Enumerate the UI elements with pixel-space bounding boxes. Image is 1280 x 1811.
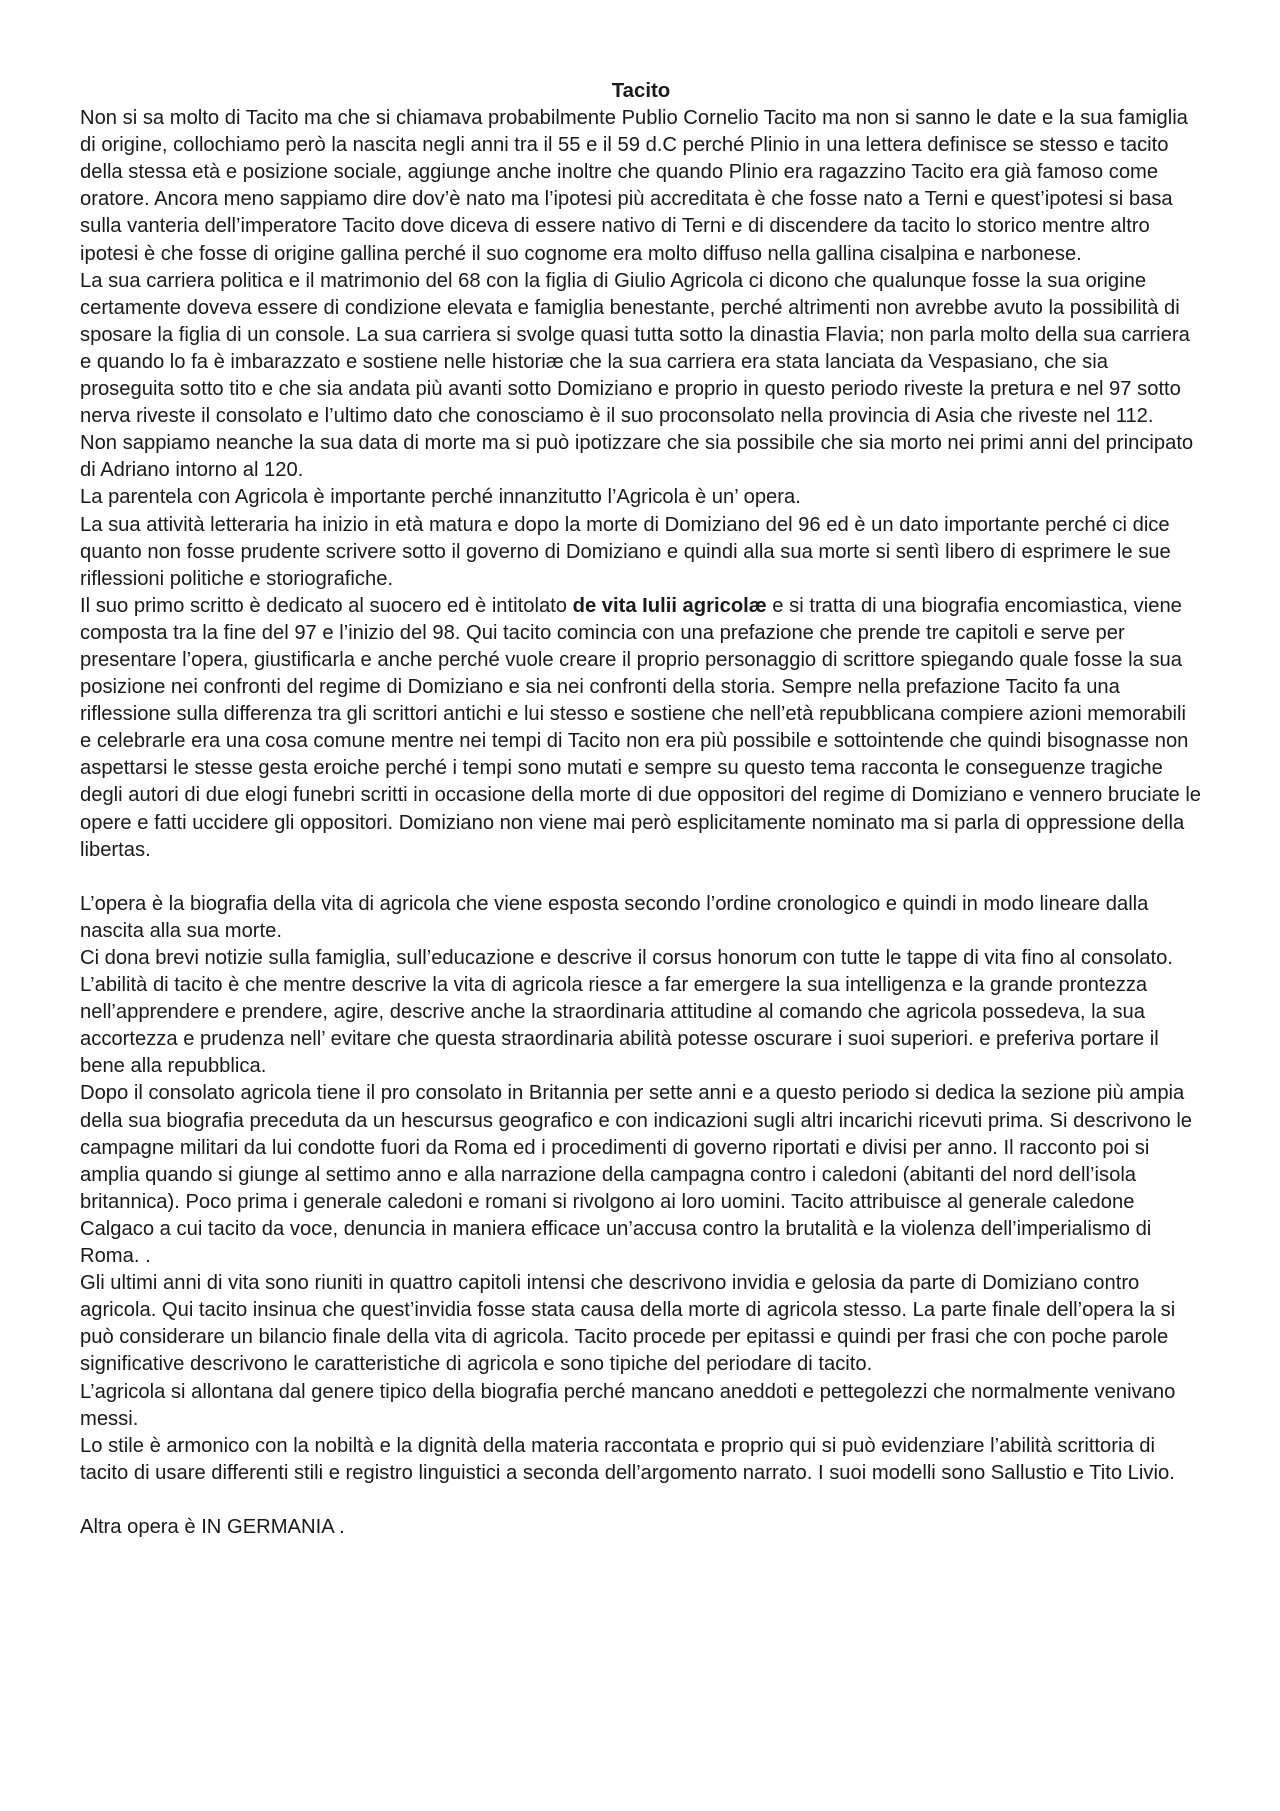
paragraph-britannia: Dopo il consolato agricola tiene il pro consolato in Britannia per sette anni e a questo periodo si dedica la sezione più ampia della sua biografia preceduta da un hescursus geografico e con indicazioni sugli altri incarichi ricevuti prima. Si descrivono le campagne militari da lui condotte fuori da Roma ed i procedimenti di governo riportati e divisi per anno. Il racconto poi si amplia quando si giunge al settimo anno e alla narrazione della campagna contro i caledoni (abitanti del nord dell’isola britannica). Poco prima i generale caledoni e romani si rivolgono ai loro uomini. Tacito attribuisce al generale caledone Calgaco a cui tacito da voce, denuncia in maniera efficace un’accusa contro la brutalità e la violenza dell’imperialismo di Roma. . — [80, 1082, 1193, 1268]
paragraph-death: Non sappiamo neanche la sua data di morte ma si può ipotizzare che sia possibile che sia morto nei primi anni del principato di Adriano intorno al 120. — [80, 432, 1194, 482]
paragraph-work-structure: L’opera è la biografia della vita di agricola che viene esposta secondo l’ordine cronologico e quindi in modo lineare dalla nascita alla sua morte. — [80, 892, 1149, 942]
work-title-de-vita-iulii-agricolae: de vita Iulii agricolæ — [572, 594, 767, 617]
paragraph-first-work-intro: Il suo primo scritto è dedicato al suocero ed è intitolato — [80, 594, 573, 617]
paragraph-family-notes: Ci dona brevi notizie sulla famiglia, sull’educazione e descrive il corsus honorum con tutte le tappe di vita fino al consolato. — [80, 947, 1173, 969]
paragraph-style: Lo stile è armonico con la nobiltà e la dignità della materia raccontata e proprio qui si può evidenziare l’abilità scrittoria di tacito di usare differenti stili e registro linguistici a seconda dell’argomento narrato. I suoi modelli sono Sallustio e Tito Livio. — [80, 1434, 1175, 1484]
blank-line — [80, 864, 1202, 891]
paragraph-career: La sua carriera politica e il matrimonio del 68 con la figlia di Giulio Agricola ci dicono che qualunque fosse la sua origine certamente doveva essere di condizione elevata e famiglia benestante, perché altrimenti non avrebbe avuto la possibilità di sposare la figlia di un console. La sua carriera si svolge quasi tutta sotto la dinastia Flavia; non parla molto della sua carriera e quando lo fa è imbarazzato e sostiene nelle historiæ che la sua carriera era stata lanciata da Vespasiano, che sia proseguita sotto tito e che sia andata più avanti sotto Domiziano e proprio in questo periodo riveste la pretura e nel 97 sotto nerva riveste il consolato e l’ultimo dato che conosciamo è il suo proconsolato nella provincia di Asia che riveste nel 112. — [80, 269, 1190, 428]
document-title: Tacito — [611, 80, 671, 102]
paragraph-last-years: Gli ultimi anni di vita sono riuniti in quattro capitoli intensi che descrivono invidia e gelosia da parte di Domiziano contro agricola. Qui tacito insinua che quest’invidia fosse stata causa della morte di agricola stesso. La parte finale dell’opera la si può considerare un bilancio finale della vita di agricola. Tacito procede per epitassi e quindi per frasi che con poche parole significative descrivono le caratteristiche di agricola e sono tipiche del periodare di tacito. — [80, 1272, 1176, 1376]
blank-line — [80, 1487, 1202, 1514]
document-page — [80, 78, 1202, 1541]
paragraph-first-work-body: e si tratta di una biografia encomiastica, viene composta tra la fine del 97 e l’inizio del 98. Qui tacito comincia con una prefazione che prende tre capitoli e serve per presentare l’opera, giustificarla e anche perché vuole creare il proprio personaggio di scrittore spiegando quale fosse la sua posizione nei confronti del regime di Domiziano e sia nei confronti della storia. Sempre nella prefazione Tacito fa una riflessione sulla differenza tra gli scrittori antichi e lui stesso e sostiene che nell’età repubblicana compiere azioni memorabili e celebrarle era una cosa comune mentre nei tempi di Tacito non era più possibile e sottointende che quindi bisognasse non aspettarsi le stesse gesta eroiche perché i tempi sono mutati e sempre su questo tema racconta le conseguenze tragiche degli autori di due elogi funebri scritti in occasione della morte di due oppositori del regime di Domiziano e vennero bruciate le opere e fatti uccidere gli oppositori. Domiziano non viene mai però esplicitamente nominato ma si parla di oppressione della libertas. — [80, 594, 1202, 861]
paragraph-closing: Altra opera è IN GERMANIA . — [80, 1515, 345, 1538]
paragraph-origins: Non si sa molto di Tacito ma che si chiamava probabilmente Publio Cornelio Tacito ma non si sanno le date e la sua famiglia di origine, collochiamo però la nascita negli anni tra il 55 e il 59 d.C perché Plinio in una lettera definisce se stesso e tacito della stessa età e posizione sociale, aggiunge anche inoltre che quando Plinio era ragazzino Tacito era già famoso come oratore. Ancora meno sappiamo dire dov’è nato ma l’ipotesi più accreditata è che fosse nato a Terni e quest’ipotesi si basa sulla vanteria dell’imperatore Tacito dove diceva di essere nativo di Terni e di discendere da tacito lo storico mentre altro ipotesi è che fosse di origine gallina perché il suo cognome era molto diffuso nella gallina cisalpina e narbonese. — [80, 107, 1188, 265]
paragraph-genre: L’agricola si allontana dal genere tipico della biografia perché mancano aneddoti e pettegolezzi che normalmente venivano messi. — [80, 1380, 1176, 1430]
paragraph-agricola-kinship: La parentela con Agricola è importante perché innanzitutto l’Agricola è un’ opera. — [80, 486, 801, 509]
paragraph-literary-activity: La sua attività letteraria ha inizio in età matura e dopo la morte di Domiziano del 96 ed è un dato importante perché ci dice quanto non fosse prudente scrivere sotto il governo di Domiziano e quindi alla sua morte si sentì libero di esprimere le sue riflessioni politiche e storiografiche. — [80, 513, 1171, 590]
paragraph-first-work — [80, 593, 1202, 864]
paragraph-tacitus-skill: L’abilità di tacito è che mentre descrive la vita di agricola riesce a far emergere la sua intelligenza e la grande prontezza nell’apprendere e prendere, agire, descrive anche la straordinaria attitudine al comando che agricola possedeva, la sua accortezza e prudenza nell’ evitare che questa straordinaria abilità potesse oscurare i suoi superiori. e preferiva portare il bene alla repubblica. — [80, 974, 1159, 1078]
